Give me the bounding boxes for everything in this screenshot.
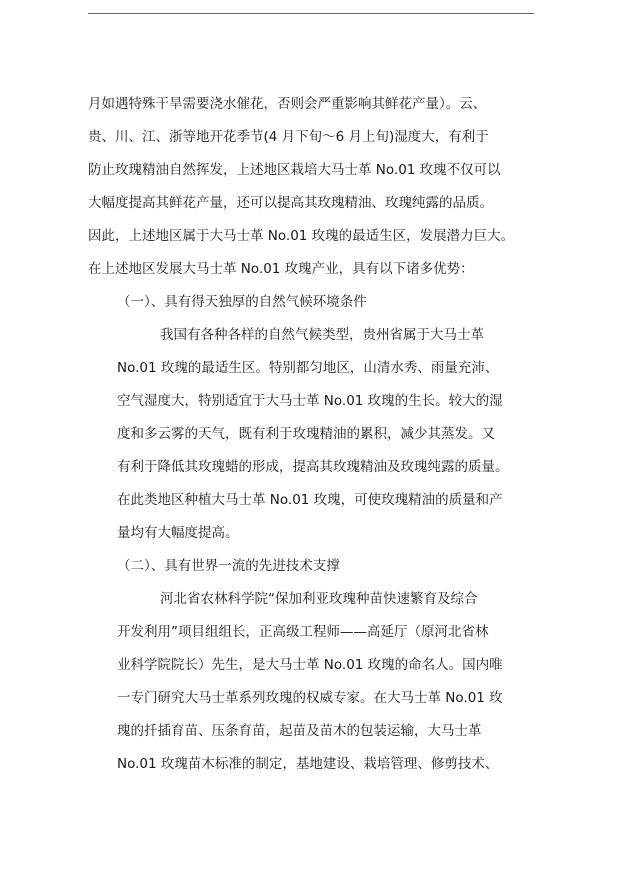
- paragraph-line: 因此，上述地区属于大马士革 No.01 玫瑰的最适生区，发展潜力巨大。: [88, 228, 515, 244]
- paragraph-line: 月如遇特殊干旱需要浇水催花，否则会严重影响其鲜花产量）。云、: [88, 96, 487, 112]
- paragraph-line: 量均有大幅度提高。: [117, 525, 239, 541]
- paragraph-line: 防止玫瑰精油自然挥发，上述地区栽培大马士革 No.01 玫瑰不仅可以: [88, 162, 501, 178]
- paragraph-line: 在此类地区种植大马士革 No.01 玫瑰，可使玫瑰精油的质量和产: [117, 492, 503, 508]
- paragraph-line: 开发利用”项目组组长，正高级工程师——高延厅（原河北省林: [117, 624, 489, 640]
- paragraph-line: 空气湿度大，特别适宜于大马士革 No.01 玫瑰的生长。较大的湿: [117, 393, 503, 409]
- paragraph-line: No.01 玫瑰的最适生区。特别都匀地区，山清水秀、雨量充沛、: [117, 360, 499, 376]
- paragraph-line: 度和多云雾的天气，既有利于玫瑰精油的累积，减少其蒸发。又: [117, 426, 495, 442]
- paragraph-line: 贵、川、江、浙等地开花季节(4 月下旬～6 月上旬)湿度大，有利于: [88, 129, 489, 145]
- paragraph-line: 我国有各种各样的自然气候类型，贵州省属于大马士革: [160, 327, 484, 343]
- paragraph-line: 有利于降低其玫瑰蜡的形成，提高其玫瑰精油及玫瑰纯露的质量。: [117, 459, 509, 475]
- paragraph-line: 业科学院院长）先生，是大马士革 No.01 玫瑰的命名人。国内唯: [117, 657, 503, 673]
- paragraph-line: No.01 玫瑰苗木标准的制定，基地建设、栽培管理、修剪技术、: [117, 756, 499, 772]
- section-heading: （一）、具有得天独厚的自然气候环境条件: [117, 294, 367, 310]
- section-heading: （二）、具有世界一流的先进技术支撑: [117, 558, 340, 574]
- paragraph-line: 瑰的扦插育苗、压条育苗，起苗及苗木的包装运输，大马士革: [117, 723, 482, 739]
- paragraph-line: 大幅度提高其鲜花产量，还可以提高其玫瑰精油、玫瑰纯露的品质。: [88, 195, 493, 211]
- paragraph-line: 一专门研究大马士革系列玫瑰的权威专家。在大马士革 No.01 玫: [117, 690, 503, 706]
- paragraph-line: 在上述地区发展大马士革 No.01 玫瑰产业，具有以下诸多优势：: [88, 261, 474, 277]
- paragraph-line: 河北省农林科学院“保加利亚玫瑰种苗快速繁育及综合: [160, 591, 478, 607]
